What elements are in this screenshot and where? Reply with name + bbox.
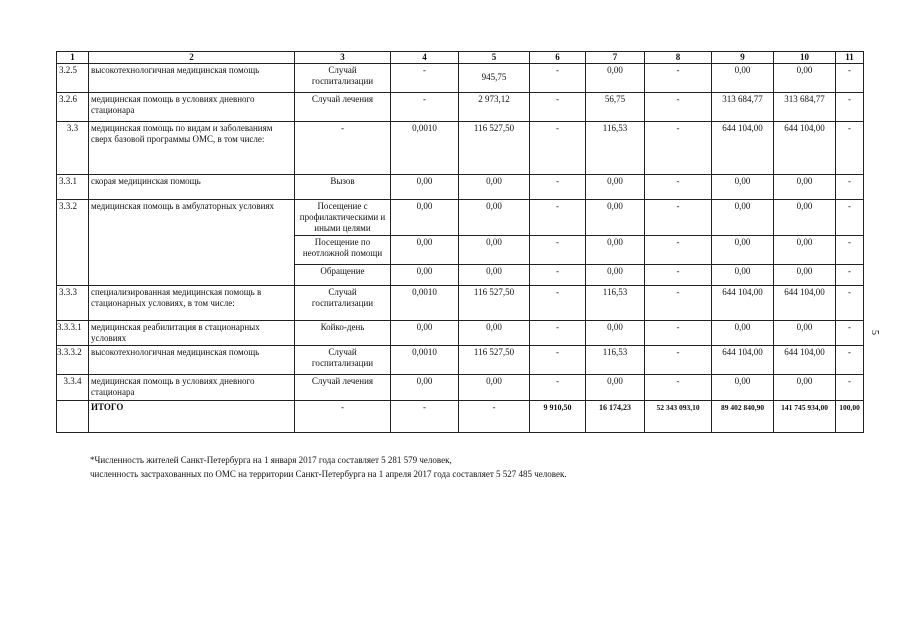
cell: 0,00 bbox=[459, 375, 530, 401]
cell: - bbox=[836, 236, 864, 265]
cell: 644 104,00 bbox=[712, 286, 774, 321]
row-unit: Случай лечения bbox=[295, 375, 391, 401]
cell: 16 174,23 bbox=[586, 401, 645, 433]
cell: - bbox=[836, 175, 864, 200]
cell: 0,00 bbox=[712, 236, 774, 265]
cell: 0,00 bbox=[391, 321, 459, 346]
cell: 0,00 bbox=[712, 265, 774, 286]
cell: - bbox=[836, 93, 864, 122]
table-row bbox=[57, 346, 864, 375]
cell: - bbox=[645, 286, 712, 321]
cell: 0,00 bbox=[774, 200, 836, 236]
cell: 9 910,50 bbox=[530, 401, 586, 433]
row-code: 3.3.4 bbox=[57, 375, 89, 401]
cell: - bbox=[530, 200, 586, 236]
column-number: 3 bbox=[295, 52, 391, 64]
cell: 0,00 bbox=[391, 175, 459, 200]
row-unit: - bbox=[295, 122, 391, 175]
total-label: ИТОГО bbox=[89, 401, 295, 433]
total-row bbox=[57, 401, 864, 433]
column-number: 11 bbox=[836, 52, 864, 64]
cell: 0,00 bbox=[391, 375, 459, 401]
cell: - bbox=[391, 401, 459, 433]
cell: - bbox=[645, 265, 712, 286]
cell: - bbox=[391, 64, 459, 93]
cell: - bbox=[836, 64, 864, 93]
cell: 0,00 bbox=[774, 375, 836, 401]
row-name: специализированная медицинская помощь в стационарных условиях, в том числе: bbox=[89, 286, 295, 321]
cell: 89 402 840,90 bbox=[712, 401, 774, 433]
cell: 0,00 bbox=[391, 265, 459, 286]
table-row bbox=[57, 375, 864, 401]
cell: 0,00 bbox=[391, 200, 459, 236]
cell: - bbox=[836, 286, 864, 321]
row-name: медицинская помощь в условиях дневного стационара bbox=[89, 375, 295, 401]
cell: - bbox=[530, 375, 586, 401]
cell: 0,00 bbox=[712, 64, 774, 93]
cell: 0,00 bbox=[586, 265, 645, 286]
cell: 116,53 bbox=[586, 346, 645, 375]
cell: 644 104,00 bbox=[774, 346, 836, 375]
row-unit: Случай лечения bbox=[295, 93, 391, 122]
cell: 0,0010 bbox=[391, 122, 459, 175]
cell: 0,00 bbox=[459, 265, 530, 286]
page-number: 5 bbox=[869, 330, 880, 335]
row-code: 3.2.5 bbox=[57, 64, 89, 93]
cell: 0,00 bbox=[712, 200, 774, 236]
cell: - bbox=[836, 321, 864, 346]
row-code: 3.3 bbox=[57, 122, 89, 175]
cell: 644 104,00 bbox=[712, 346, 774, 375]
cell: 0,00 bbox=[586, 64, 645, 93]
column-number-row bbox=[57, 52, 864, 64]
row-unit: Случай госпитализации bbox=[295, 346, 391, 375]
cell: - bbox=[459, 401, 530, 433]
column-number: 1 bbox=[57, 52, 89, 64]
cell: 0,00 bbox=[459, 236, 530, 265]
cell: - bbox=[645, 321, 712, 346]
cell: 0,00 bbox=[391, 236, 459, 265]
column-number: 8 bbox=[645, 52, 712, 64]
cell: - bbox=[836, 265, 864, 286]
cell: 0,00 bbox=[586, 200, 645, 236]
row-unit: Случай госпитализации bbox=[295, 286, 391, 321]
cell: - bbox=[530, 265, 586, 286]
cell: - bbox=[530, 236, 586, 265]
column-number: 4 bbox=[391, 52, 459, 64]
cell: - bbox=[645, 64, 712, 93]
cell: - bbox=[645, 236, 712, 265]
cell: 0,00 bbox=[774, 321, 836, 346]
table-row bbox=[57, 175, 864, 200]
row-name: скорая медицинская помощь bbox=[89, 175, 295, 200]
cell: - bbox=[645, 375, 712, 401]
cell: - bbox=[645, 200, 712, 236]
row-unit: Койко-день bbox=[295, 321, 391, 346]
cell: 116 527,50 bbox=[459, 346, 530, 375]
cell: - bbox=[530, 175, 586, 200]
column-number: 9 bbox=[712, 52, 774, 64]
row-code bbox=[57, 401, 89, 433]
cell: - bbox=[530, 122, 586, 175]
cell: - bbox=[530, 93, 586, 122]
table-row bbox=[57, 321, 864, 346]
cell: - bbox=[645, 175, 712, 200]
row-code: 3.3.1 bbox=[57, 175, 89, 200]
cell: 313 684,77 bbox=[774, 93, 836, 122]
cell: 116,53 bbox=[586, 122, 645, 175]
cell: 0,00 bbox=[774, 265, 836, 286]
financing-table bbox=[56, 51, 864, 433]
cell: 52 343 093,10 bbox=[645, 401, 712, 433]
row-unit: Вызов bbox=[295, 175, 391, 200]
cell: - bbox=[645, 93, 712, 122]
cell: - bbox=[530, 346, 586, 375]
cell: 141 745 934,00 bbox=[774, 401, 836, 433]
row-name: высокотехнологичная медицинская помощь bbox=[89, 346, 295, 375]
cell: 945,75 bbox=[459, 64, 530, 93]
cell: 56,75 bbox=[586, 93, 645, 122]
cell: 0,00 bbox=[459, 200, 530, 236]
table-row bbox=[57, 64, 864, 93]
cell: - bbox=[530, 64, 586, 93]
table-row bbox=[57, 200, 864, 236]
cell: - bbox=[530, 321, 586, 346]
cell: 100,00 bbox=[836, 401, 864, 433]
table-row bbox=[57, 122, 864, 175]
cell: 0,00 bbox=[774, 236, 836, 265]
row-code: 3.3.2 bbox=[57, 200, 89, 286]
cell: 644 104,00 bbox=[774, 286, 836, 321]
table-row bbox=[57, 93, 864, 122]
cell: 116 527,50 bbox=[459, 122, 530, 175]
cell: 0,00 bbox=[774, 64, 836, 93]
row-unit: Посещение с профилактическими и иными целями bbox=[295, 200, 391, 236]
row-name: высокотехнологичная медицинская помощь bbox=[89, 64, 295, 93]
cell: - bbox=[295, 401, 391, 433]
row-name: медицинская помощь в условиях дневного стационара bbox=[89, 93, 295, 122]
row-code: 3.3.3.2 bbox=[57, 346, 89, 375]
cell: 0,00 bbox=[459, 175, 530, 200]
cell: - bbox=[530, 286, 586, 321]
cell: 644 104,00 bbox=[774, 122, 836, 175]
row-unit: Посещение по неотложной помощи bbox=[295, 236, 391, 265]
column-number: 6 bbox=[530, 52, 586, 64]
cell: 644 104,00 bbox=[712, 122, 774, 175]
cell: 116 527,50 bbox=[459, 286, 530, 321]
cell: - bbox=[645, 346, 712, 375]
row-code: 3.3.3.1 bbox=[57, 321, 89, 346]
column-number: 5 bbox=[459, 52, 530, 64]
row-name: медицинская помощь по видам и заболеваниям сверх базовой программы ОМС, в том числе: bbox=[89, 122, 295, 175]
row-name: медицинская помощь в амбулаторных условиях bbox=[89, 200, 295, 286]
footnote-line-1: *Численность жителей Санкт-Петербурга на 1 января 2017 года составляет 5 281 579 человек, bbox=[90, 455, 452, 465]
column-number: 2 bbox=[89, 52, 295, 64]
column-number: 10 bbox=[774, 52, 836, 64]
cell: 116,53 bbox=[586, 286, 645, 321]
row-unit: Случай госпитализации bbox=[295, 64, 391, 93]
cell: 0,00 bbox=[712, 375, 774, 401]
row-code: 3.2.6 bbox=[57, 93, 89, 122]
row-code: 3.3.3 bbox=[57, 286, 89, 321]
cell: 0,00 bbox=[586, 236, 645, 265]
cell: 0,00 bbox=[712, 321, 774, 346]
row-unit: Обращение bbox=[295, 265, 391, 286]
table-row bbox=[57, 286, 864, 321]
cell: 2 973,12 bbox=[459, 93, 530, 122]
cell: 0,00 bbox=[586, 321, 645, 346]
cell: 0,00 bbox=[459, 321, 530, 346]
cell: - bbox=[836, 375, 864, 401]
row-name: медицинская реабилитация в стационарных условиях bbox=[89, 321, 295, 346]
cell: - bbox=[836, 200, 864, 236]
cell: 0,00 bbox=[712, 175, 774, 200]
cell: - bbox=[391, 93, 459, 122]
cell: - bbox=[836, 122, 864, 175]
cell: 0,00 bbox=[774, 175, 836, 200]
cell: 0,0010 bbox=[391, 286, 459, 321]
cell: 0,00 bbox=[586, 375, 645, 401]
cell: - bbox=[645, 122, 712, 175]
cell: 0,00 bbox=[586, 175, 645, 200]
cell: - bbox=[836, 346, 864, 375]
cell: 0,0010 bbox=[391, 346, 459, 375]
footnote-line-2: численность застрахованных по ОМС на территории Санкт-Петербурга на 1 апреля 2017 года составляет 5 527 485 человек. bbox=[90, 469, 567, 479]
column-number: 7 bbox=[586, 52, 645, 64]
cell: 313 684,77 bbox=[712, 93, 774, 122]
